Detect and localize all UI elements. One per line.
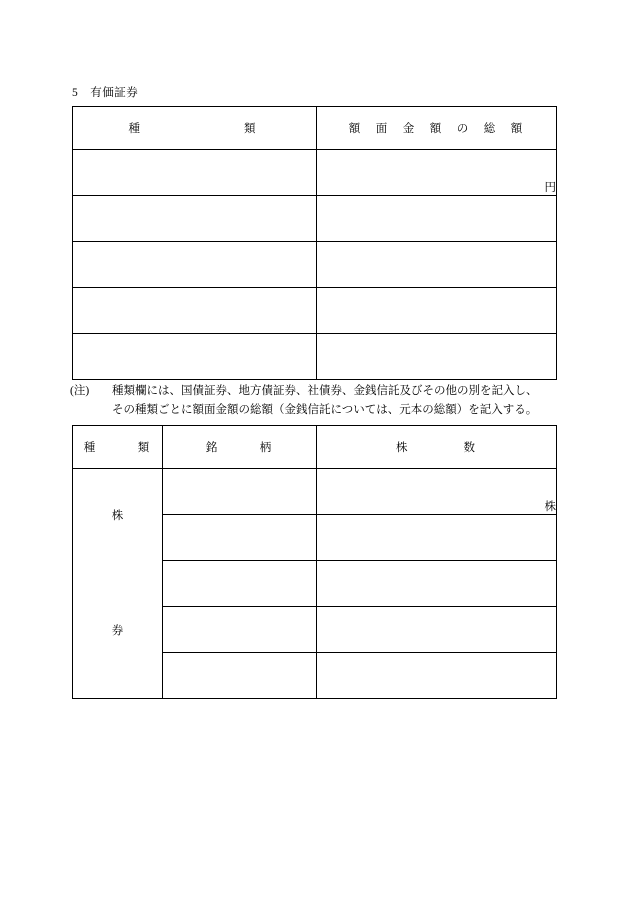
cell-shares[interactable] [317,653,557,699]
note-line-1: 種類欄には、国債証券、地方債証券、社債券、金銭信託及びその他の別を記入し、 [112,385,538,397]
cell-type-label-lower[interactable]: 券 [73,607,163,653]
cell-type[interactable] [73,288,317,334]
cell-brand[interactable] [163,561,317,607]
table-row [73,469,557,515]
section-number: 5 [72,87,79,99]
table-row [73,561,557,607]
cell-shares-unit[interactable]: 株 [317,469,557,515]
note-paragraph [70,382,570,420]
cell-type-spacer [73,653,163,699]
section-heading [72,84,138,100]
cell-brand[interactable] [163,653,317,699]
table-header-row [73,107,557,150]
note-line-2: その種類ごとに額面金額の総額（金銭信託については、元本の総額）を記入する。 [112,404,538,416]
table-row [73,334,557,380]
cell-shares[interactable] [317,607,557,653]
cell-type[interactable] [73,242,317,288]
cell-total-face-value[interactable] [317,196,557,242]
cell-type[interactable] [73,150,317,196]
table-row [73,242,557,288]
cell-total-face-value[interactable] [317,288,557,334]
cell-total-face-value-unit[interactable]: 円 [317,150,557,196]
table-row [73,150,557,196]
column-header-brand: 銘 柄 [163,426,317,469]
cell-shares[interactable] [317,561,557,607]
cell-brand[interactable] [163,469,317,515]
table-header-row [73,426,557,469]
cell-type-label-upper[interactable]: 株 [73,469,163,561]
table-row [73,196,557,242]
cell-total-face-value[interactable] [317,242,557,288]
column-header-total-face-value: 額 面 金 額 の 総 額 [317,107,557,150]
cell-brand[interactable] [163,607,317,653]
securities-table [72,106,557,380]
cell-total-face-value[interactable] [317,334,557,380]
table-row [73,288,557,334]
column-header-type: 種 類 [73,426,163,469]
cell-brand[interactable] [163,515,317,561]
column-header-shares: 株 数 [317,426,557,469]
cell-type-spacer [73,561,163,607]
cell-type[interactable] [73,334,317,380]
column-header-type: 種 類 [73,107,317,150]
stocks-table [72,425,557,699]
section-title: 有価証券 [90,87,139,99]
cell-shares[interactable] [317,515,557,561]
table-row [73,653,557,699]
note-label: (注) [70,385,90,397]
cell-type[interactable] [73,196,317,242]
table-row [73,607,557,653]
